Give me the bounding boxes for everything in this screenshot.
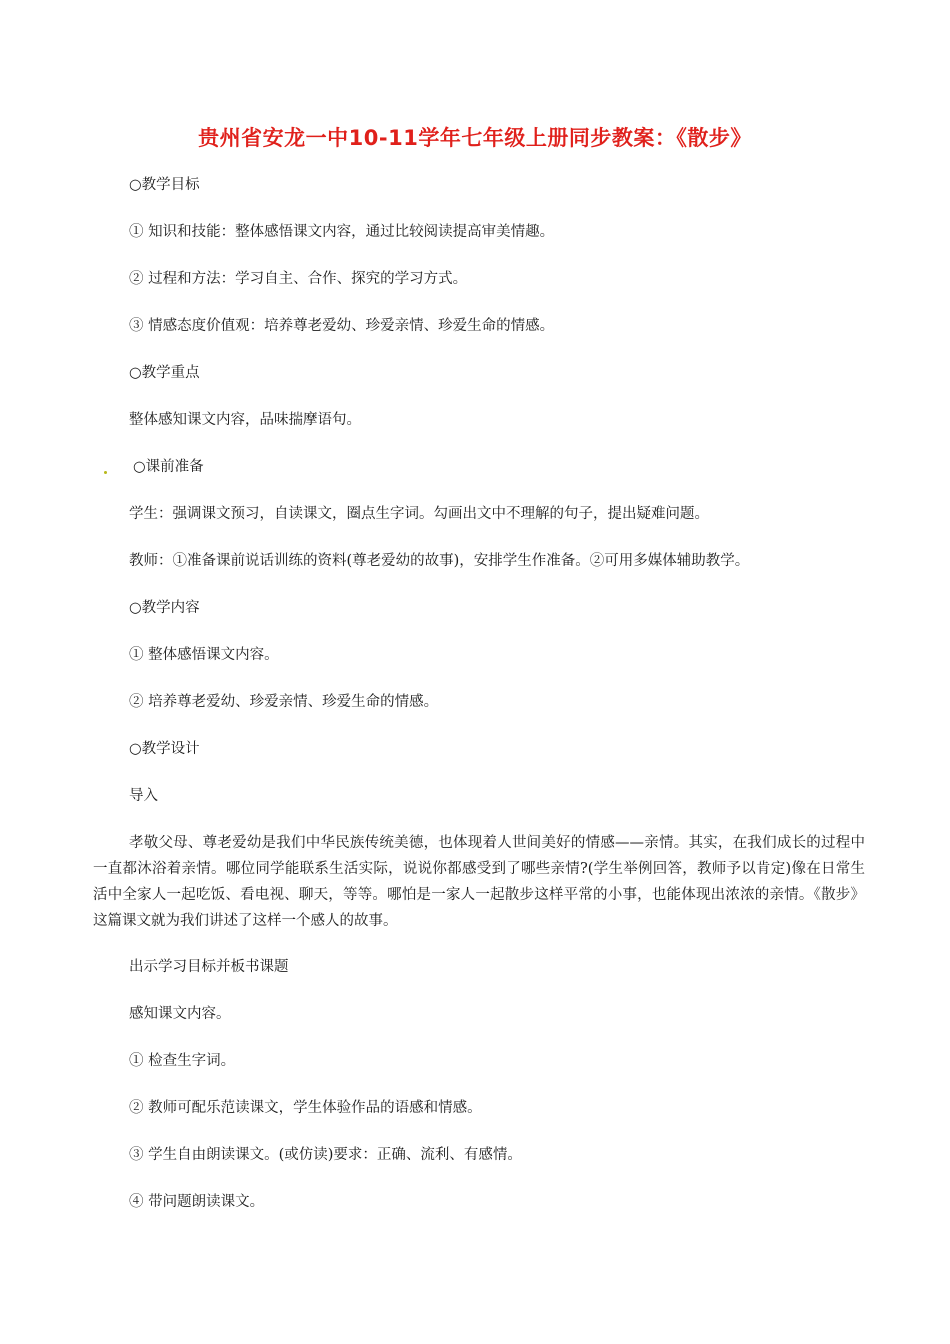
heading-preparation: ○课前准备: [133, 459, 204, 475]
list-item: ① 知识和技能：整体感悟课文内容，通过比较阅读提高审美情趣。: [129, 224, 555, 240]
list-item: ③ 学生自由朗读课文。(或仿读)要求：正确、流利、有感情。: [129, 1147, 522, 1163]
list-item: ① 整体感悟课文内容。: [129, 647, 279, 663]
intro-paragraph: 孝敬父母、尊老爱幼是我们中华民族传统美德，也体现着人世间美好的情感——亲情。其实，在我们成长的过程中一直都沐浴着亲情。哪位同学能联系生活实际，说说你都感受到了哪些亲情?(学生举例回答，教师予以肯定)像在日常生活中全家人一起吃饭、看电视、聊天，等等。哪怕是一家人一起散步这样平常的小事，也能体现出浓浓的亲情。《散步》这篇课文就为我们讲述了这样一个感人的故事。: [93, 835, 865, 929]
list-item: ② 教师可配乐范读课文，学生体验作品的语感和情感。: [129, 1100, 482, 1116]
text-line: 教师：①准备课前说话训练的资料(尊老爱幼的故事)，安排学生作准备。②可用多媒体辅助教学。: [129, 553, 750, 569]
heading-content: ○教学内容: [129, 600, 200, 616]
stray-mark: [104, 471, 107, 474]
text-line: 整体感知课文内容，品味揣摩语句。: [129, 412, 361, 428]
list-item: ③ 情感态度价值观：培养尊老爱幼、珍爱亲情、珍爱生命的情感。: [129, 318, 555, 334]
document-title: 贵州省安龙一中10-11学年七年级上册同步教案：《散步》: [198, 126, 752, 150]
text-line: 出示学习目标并板书课题: [129, 959, 289, 975]
list-item: ② 培养尊老爱幼、珍爱亲情、珍爱生命的情感。: [129, 694, 439, 710]
list-item: ④ 带问题朗读课文。: [129, 1194, 265, 1210]
list-item: ① 检查生字词。: [129, 1053, 236, 1069]
heading-design: ○教学设计: [129, 741, 200, 757]
list-item: ② 过程和方法：学习自主、合作、探究的学习方式。: [129, 271, 468, 287]
text-line: 学生：强调课文预习，自读课文，圈点生字词。勾画出文中不理解的句子，提出疑难问题。: [129, 506, 709, 522]
text-line: 感知课文内容。: [129, 1006, 231, 1022]
heading-key-points: ○教学重点: [129, 365, 200, 381]
text-line: 导入: [129, 788, 158, 804]
heading-objectives: ○教学目标: [129, 177, 200, 193]
